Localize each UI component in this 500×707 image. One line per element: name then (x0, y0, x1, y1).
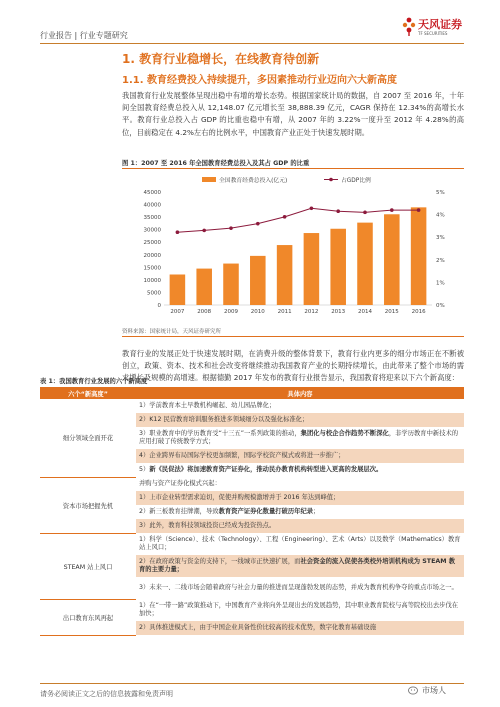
table-content-cell (136, 519, 464, 533)
x-tick-label: 2013 (331, 309, 346, 315)
gdp-ratio-point (229, 226, 233, 230)
y-right-tick-label: 4% (436, 212, 445, 219)
table-row (40, 599, 464, 621)
table-content-cell (136, 555, 464, 577)
bar (304, 233, 320, 305)
x-tick-label: 2014 (358, 309, 372, 315)
table-content-cell (136, 491, 464, 505)
table-text-segment: 1）上市企业转型需求迫切，促使并购规模激增并于 2016 年达到峰值； (139, 494, 340, 502)
x-tick-label: 2015 (384, 309, 399, 315)
legend-bar-label: 全国教育经费总投入(亿元) (219, 178, 288, 184)
gdp-ratio-point (202, 229, 206, 233)
y-left-tick-label: 40000 (143, 202, 161, 209)
table-header-row (40, 387, 464, 399)
table-content-cell (136, 463, 464, 477)
footer-disclaimer: 请务必阅读正文之后的信息披露和免责声明 (40, 690, 173, 698)
figure-bottom-rule (122, 336, 464, 337)
gdp-ratio-point (310, 206, 314, 210)
table-text-segment: 3）职业教育中的学历教育受“十三五”一系列政策的推动， (139, 430, 301, 438)
table-text-segment: 集团化与校企合作趋势不断深化 (300, 430, 389, 438)
bar (170, 274, 186, 305)
table-text-segment: 1）学前教育本土早教机构崛起、幼儿园品牌化； (139, 402, 276, 410)
table-text-segment: 2）具体推进模式上，由于中国企业具备性价比较高的技术优势，数字化教育基础设施 (139, 624, 376, 632)
table-row (40, 477, 464, 491)
table-title: 表 1：我国教育行业发展的六个新高度 (40, 378, 148, 385)
y-right-tick-label: 5% (436, 190, 445, 196)
footer-divider (40, 683, 464, 684)
table-category-cell: 细分领域全面开花 (40, 399, 136, 477)
y-left-tick-label: 10000 (143, 277, 161, 284)
x-tick-label: 2010 (250, 309, 265, 315)
x-tick-label: 2012 (304, 309, 319, 315)
x-tick-label: 2011 (277, 309, 292, 315)
table-row (40, 399, 464, 413)
table-category-cell: 资本市场把握先机 (40, 477, 136, 533)
table-content-cell (136, 505, 464, 519)
table-content-cell (136, 599, 464, 621)
table-text-segment: 并购与资产证券化模式兴起： (139, 480, 221, 488)
gdp-ratio-point (363, 211, 367, 215)
figure-title: 图 1：2007 至 2016 年全国教育经费总投入及其占 GDP 的比重 (122, 160, 310, 167)
body-paragraph: 教育行业的发展正处于快速发展时期，在消费升级的整体背景下，教育行业内更多的细分市场正在不断被创立，政策、资本、技术和社会改变将继续推动我国教育产业的长期持续增长，由此带来了整个市场的需求增长及规模的高增速。根据德勤 2017 年发布的教育行业报告显示，我国教育将迎来以下六个新高度： (122, 349, 464, 383)
logo-text: 天风证券 (418, 18, 462, 31)
bar (250, 256, 266, 305)
table-text-segment: 2）新三板教育挂牌潮，导致 (139, 508, 219, 516)
table-text-segment: 2）K12 民营教育培训服务推进多领域细分以及强化标准化； (139, 416, 309, 424)
table-content-cell (136, 413, 464, 427)
table-text-segment: 新《民促法》将加速教育资产证券化，推动民办教育机构转型进入更高的发展层次。 (149, 466, 383, 474)
y-right-tick-label: 3% (436, 235, 445, 242)
y-left-tick-label: 5000 (147, 290, 161, 297)
gdp-ratio-point (283, 215, 287, 219)
y-right-tick-label: 2% (436, 257, 445, 264)
table-text-segment: 1）科学（Science）、技术（Technology）、工程（Engineering）、艺术（Arts）以及数学（Mathematics）教育站上风口； (139, 536, 461, 551)
six-heights-table (40, 387, 464, 636)
intro-paragraph: 我国教育行业发展整体呈现出稳中有增的增长态势。根据国家统计局的数据，自 2007 至 2016 年，十年间全国教育经费总投入从 12,148.07 亿元增长至 38,888.39 亿元，CAGR 保持在 12.34%的高增长水平。教育行业总投入占 GDP 的比重也稳中有增，从 2007 年的 3.22%一度升至 2012 年 4.28%的高位，目前稳定在 4.2%左右的比例水平，中国教育产业正处于快速发展时期。 (122, 91, 464, 137)
section-heading: 1. 教育行业稳增长，在线教育待创新 (122, 52, 320, 66)
table-content-cell (136, 577, 464, 599)
table-content-cell (136, 621, 464, 635)
bar (277, 245, 293, 305)
y-left-tick-label: 20000 (143, 252, 161, 259)
table-content-cell (136, 427, 464, 449)
table-header-content: 具体内容 (136, 387, 464, 399)
gdp-ratio-point (417, 208, 421, 212)
table-row (40, 533, 464, 555)
table-content-cell (136, 477, 464, 491)
legend-line-label: 占GDP比例 (341, 178, 371, 184)
bar (411, 207, 427, 305)
y-right-tick-label: 1% (436, 280, 445, 287)
gdp-ratio-point (176, 230, 180, 234)
table-text-segment: 4）企业跨界布局国际学校更加频繁，国际学校资产模式或将进一步推广； (139, 452, 345, 460)
figure-source: 资料来源：国家统计局，天风证券研究所 (122, 329, 222, 335)
bar (357, 223, 373, 305)
wechat-icon (408, 686, 420, 696)
gdp-ratio-point (390, 208, 394, 212)
table-header-category: 六个“新高度” (40, 387, 136, 399)
table-text-segment: 社会资金的流入促使各类校外培训机构成为 STEAM 教育的主要力量； (139, 558, 456, 573)
x-tick-label: 2007 (170, 309, 185, 315)
gdp-ratio-point (336, 209, 340, 213)
figure-top-rule (122, 168, 464, 169)
table-text-segment: 3）此外，教育科技领域投资已经成为投资热点。 (139, 522, 276, 530)
subsection-heading: 1.1. 教育经费投入持续提升，多因素推动行业迈向六大新高度 (122, 75, 397, 86)
x-tick-label: 2008 (197, 309, 212, 315)
bar (384, 214, 400, 305)
y-left-tick-label: 15000 (143, 265, 161, 272)
table-text-segment: 2）在政府政策与资金的支持下，一线城市正快速扩展，而 (139, 558, 301, 566)
y-right-tick-label: 0% (436, 303, 445, 309)
table-content-cell (136, 399, 464, 413)
legend-line-marker (329, 178, 333, 182)
y-left-tick-label: 0 (157, 303, 161, 309)
gdp-ratio-line (177, 208, 418, 232)
page-header (0, 0, 500, 50)
table-content-cell (136, 449, 464, 463)
breadcrumb: 行业报告 | 行业专题研究 (40, 31, 128, 40)
table-category-cell: STEAM 站上风口 (40, 533, 136, 599)
watermark-text: 市场人 (422, 686, 446, 695)
header-divider (40, 43, 464, 44)
table-text-segment: 教育资产证券化数量打破历年纪录 (218, 508, 314, 516)
table-text-segment: 1）在“一带一路”政策推动下，中国教育产业将向外呈现出去的发展趋势，其中职业教育院校与高等院校出去步伐在加快； (139, 602, 459, 617)
y-left-tick-label: 30000 (143, 227, 161, 234)
table-text-segment: 3）未来一、二线市场会随着政府与社会力量的推进而呈现蓬勃发展的态势，并成为教育机构争夺的重点市场之一。 (139, 584, 458, 592)
table-category-cell: 出口教育东风再起 (40, 599, 136, 635)
table-text-segment: ； (313, 508, 320, 516)
y-left-tick-label: 25000 (143, 240, 161, 247)
x-tick-label: 2016 (411, 309, 426, 315)
brand-logo (402, 14, 464, 42)
bar (223, 264, 239, 305)
bar (196, 269, 212, 305)
x-tick-label: 2009 (224, 309, 238, 315)
education-spending-chart (122, 172, 464, 320)
table-text-segment: ，非学历教育中新技术的应用打破了传统教学方式； (139, 430, 459, 445)
table-text-segment: 5） (139, 466, 150, 474)
y-left-tick-label: 35000 (143, 215, 161, 222)
bar (330, 229, 346, 305)
gdp-ratio-point (256, 222, 260, 226)
logo-subtext: TF SECURITIES (418, 31, 448, 36)
legend-bar-swatch (202, 177, 216, 182)
table-content-cell (136, 533, 464, 555)
logo-mark-icon (402, 16, 416, 36)
y-left-tick-label: 45000 (143, 190, 161, 196)
